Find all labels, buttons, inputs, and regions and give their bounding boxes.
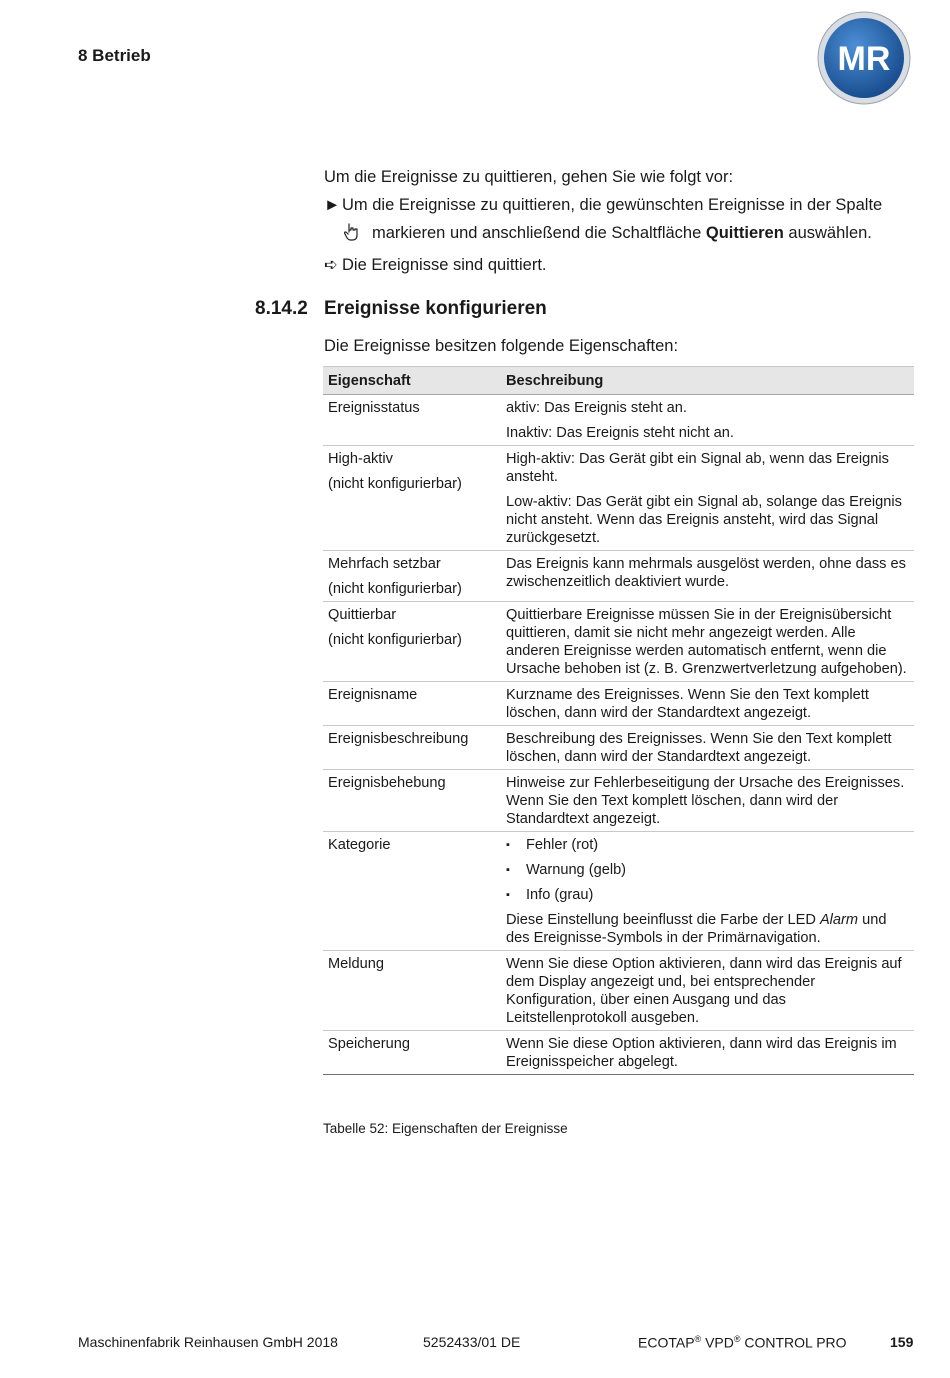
registered-mark: ® [733, 1334, 741, 1344]
instruction-step-cont [324, 219, 924, 251]
prop-desc [506, 911, 909, 947]
intro-text: Um die Ereignisse zu quittieren, gehen Sie wie folgt vor: [324, 168, 734, 186]
header-eigenschaft: Eigenschaft [323, 367, 501, 395]
prop-desc: Das Ereignis kann mehrmals ausgelöst werden, ohne dass es zwischenzeitlich deaktiviert wurde. [506, 556, 906, 590]
table-row [323, 446, 914, 551]
result-text: Die Ereignisse sind quittiert. [342, 256, 547, 274]
step-arrow-icon: ► [324, 196, 341, 214]
instruction-step [324, 191, 924, 219]
result-line [324, 251, 924, 279]
prop-name: Ereignisstatus [328, 400, 420, 416]
logo-text: MR [837, 40, 891, 78]
table-row [323, 951, 914, 1031]
step-text-3: auswählen. [788, 224, 872, 242]
prop-desc: aktiv: Das Ereignis steht an. [506, 400, 687, 416]
footer-product [638, 1334, 847, 1351]
list-item: ▪ Info (grau) [506, 886, 909, 904]
table-row [323, 551, 914, 602]
properties-table [323, 366, 914, 1075]
table-row [323, 395, 914, 446]
prop-name: Ereignisbeschreibung [328, 731, 469, 747]
table-caption: Tabelle 52: Eigenschaften der Ereignisse [323, 1121, 568, 1136]
prop-desc: Inaktiv: Das Ereignis steht nicht an. [506, 425, 734, 441]
registered-mark: ® [694, 1334, 702, 1344]
footer-company: Maschinenfabrik Reinhausen GmbH 2018 [78, 1334, 338, 1350]
prop-note: (nicht konfigurierbar) [328, 476, 462, 492]
prop-note: (nicht konfigurierbar) [328, 581, 462, 597]
prop-name: Ereignisname [328, 687, 418, 703]
prop-name: High-aktiv [328, 451, 393, 467]
section-number: 8.14.2 [255, 298, 308, 319]
chapter-heading: 8 Betrieb [78, 46, 151, 65]
prop-desc: Kurzname des Ereignisses. Wenn Sie den Text komplett löschen, dann wird der Standardtext angezeigt. [506, 687, 869, 721]
product-part: VPD [705, 1334, 734, 1351]
mr-logo [816, 10, 912, 106]
list-item: ▪ Fehler (rot) [506, 836, 909, 854]
list-item: ▪ Warnung (gelb) [506, 861, 909, 879]
table-row [323, 726, 914, 770]
result-arrow-icon: ➪ [324, 256, 338, 274]
prop-name: Ereignisbehebung [328, 775, 446, 791]
table-row [323, 682, 914, 726]
step-text: Um die Ereignisse zu quittieren, die gewünschten Ereignisse in der Spalte [342, 196, 883, 214]
table-row [323, 1031, 914, 1075]
section-lead: Die Ereignisse besitzen folgende Eigenschaften: [324, 337, 679, 355]
header-beschreibung: Beschreibung [501, 367, 914, 395]
table-row [323, 832, 914, 951]
prop-desc: Quittierbare Ereignisse müssen Sie in der Ereignisübersicht quittieren, damit sie nicht mehr angezeigt werden. Alle anderen Ereignisse werden automatisch entfernt, wenn die Ursache behoben ist (z. B. Grenzwertverletzung aufgehoben). [506, 607, 907, 677]
prop-name: Quittierbar [328, 607, 397, 623]
table-row [323, 602, 914, 682]
prop-name: Speicherung [328, 1036, 410, 1052]
prop-name: Kategorie [328, 837, 391, 853]
product-part: CONTROL PRO [744, 1334, 847, 1351]
desc-part: Diese Einstellung beeinflusst die Farbe der LED [506, 912, 816, 928]
prop-desc: Beschreibung des Ereignisses. Wenn Sie den Text komplett löschen, dann wird der Standardtext angezeigt. [506, 731, 892, 765]
prop-name: Meldung [328, 956, 384, 972]
hand-pointer-icon [344, 222, 372, 251]
prop-desc: High-aktiv: Das Gerät gibt ein Signal ab, wenn das Ereignis ansteht. [506, 451, 889, 485]
prop-desc: Low-aktiv: Das Gerät gibt ein Signal ab, solange das Ereignis nicht ansteht. Wenn das Ereignis ansteht, wird das Signal zurückgesetzt. [506, 494, 902, 546]
section-title: Ereignisse konfigurieren [324, 298, 547, 319]
category-list [506, 836, 909, 904]
footer-doc-number: 5252433/01 DE [423, 1334, 521, 1350]
quittieren-label: Quittieren [705, 224, 784, 242]
prop-desc: Wenn Sie diese Option aktivieren, dann wird das Ereignis im Ereignisspeicher abgelegt. [506, 1036, 897, 1070]
alarm-emphasis: Alarm [819, 912, 859, 928]
prop-name: Mehrfach setzbar [328, 556, 441, 572]
table-header-row [323, 367, 914, 395]
prop-note: (nicht konfigurierbar) [328, 632, 462, 648]
step-text-2: markieren und anschließend die Schaltfläche [372, 224, 702, 242]
table-row [323, 770, 914, 832]
page-number: 159 [890, 1334, 914, 1350]
intro-block [324, 163, 924, 279]
desc-part: und des Ereignisse-Symbols in der Primärnavigation. [506, 912, 887, 946]
product-part: ECOTAP [638, 1334, 695, 1351]
prop-desc: Wenn Sie diese Option aktivieren, dann wird das Ereignis auf dem Display angezeigt und, bei entsprechender Konfiguration, über einen Ausgang und das Leitstellenprotokoll ausgeben. [506, 956, 902, 1026]
prop-desc: Hinweise zur Fehlerbeseitigung der Ursache des Ereignisses. Wenn Sie den Text komplett löschen, dann wird der Standardtext angezeigt. [506, 775, 905, 827]
